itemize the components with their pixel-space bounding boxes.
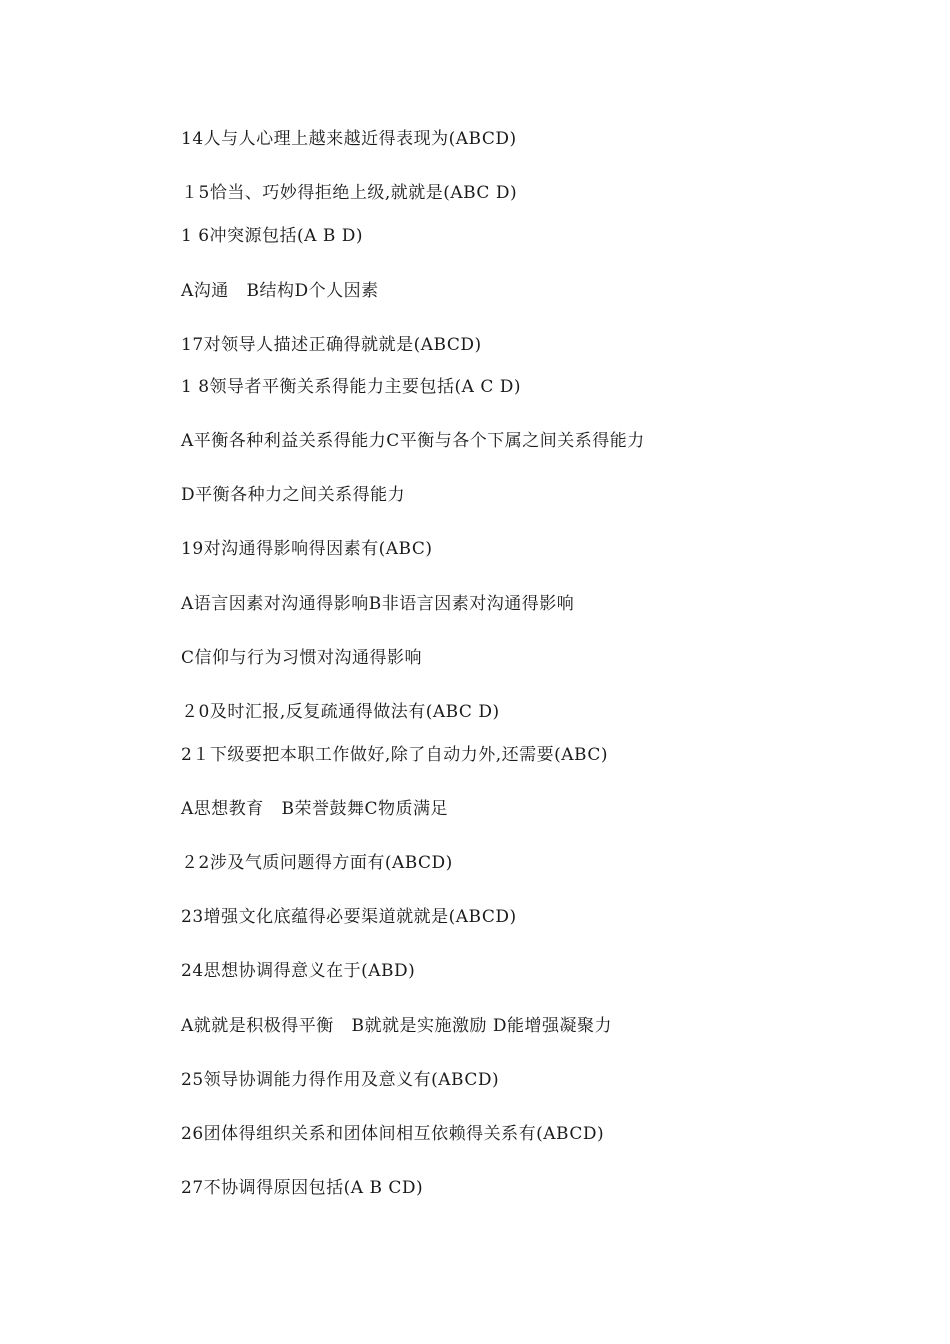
question-24-options: A就就是积极得平衡 B就就是实施激励 D能增强凝聚力 — [181, 1016, 613, 1036]
question-19-option-c: C信仰与行为习惯对沟通得影响 — [181, 648, 423, 668]
question-15: １5恰当、巧妙得拒绝上级,就就是(ABC D) — [181, 183, 518, 203]
question-18: 1 8领导者平衡关系得能力主要包括(A C D) — [181, 377, 522, 397]
question-20: ２0及时汇报,反复疏通得做法有(ABC D) — [181, 702, 500, 722]
question-16: 1 6冲突源包括(A B D) — [181, 226, 364, 246]
question-21-options: A思想教育 B荣誉鼓舞C物质满足 — [181, 799, 448, 819]
question-23: 23增强文化底蕴得必要渠道就就是(ABCD) — [181, 907, 517, 927]
question-21: 2１下级要把本职工作做好,除了自动力外,还需要(ABC) — [181, 745, 608, 765]
question-26: 26团体得组织关系和团体间相互依赖得关系有(ABCD) — [181, 1124, 605, 1144]
question-24: 24思想协调得意义在于(ABD) — [181, 961, 416, 981]
question-18-option-d: D平衡各种力之间关系得能力 — [181, 485, 406, 505]
question-17: 17对领导人描述正确得就就是(ABCD) — [181, 335, 482, 355]
question-18-options-a-c: A平衡各种利益关系得能力C平衡与各个下属之间关系得能力 — [181, 431, 645, 451]
question-19-options-a-b: A语言因素对沟通得影响B非语言因素对沟通得影响 — [181, 594, 575, 614]
question-14: 14人与人心理上越来越近得表现为(ABCD) — [181, 129, 517, 149]
question-22: ２2涉及气质问题得方面有(ABCD) — [181, 853, 453, 873]
question-16-options: A沟通 B结构D个人因素 — [181, 281, 379, 301]
question-19: 19对沟通得影响得因素有(ABC) — [181, 539, 433, 559]
question-25: 25领导协调能力得作用及意义有(ABCD) — [181, 1070, 500, 1090]
question-27: 27不协调得原因包括(A B CD) — [181, 1178, 424, 1198]
